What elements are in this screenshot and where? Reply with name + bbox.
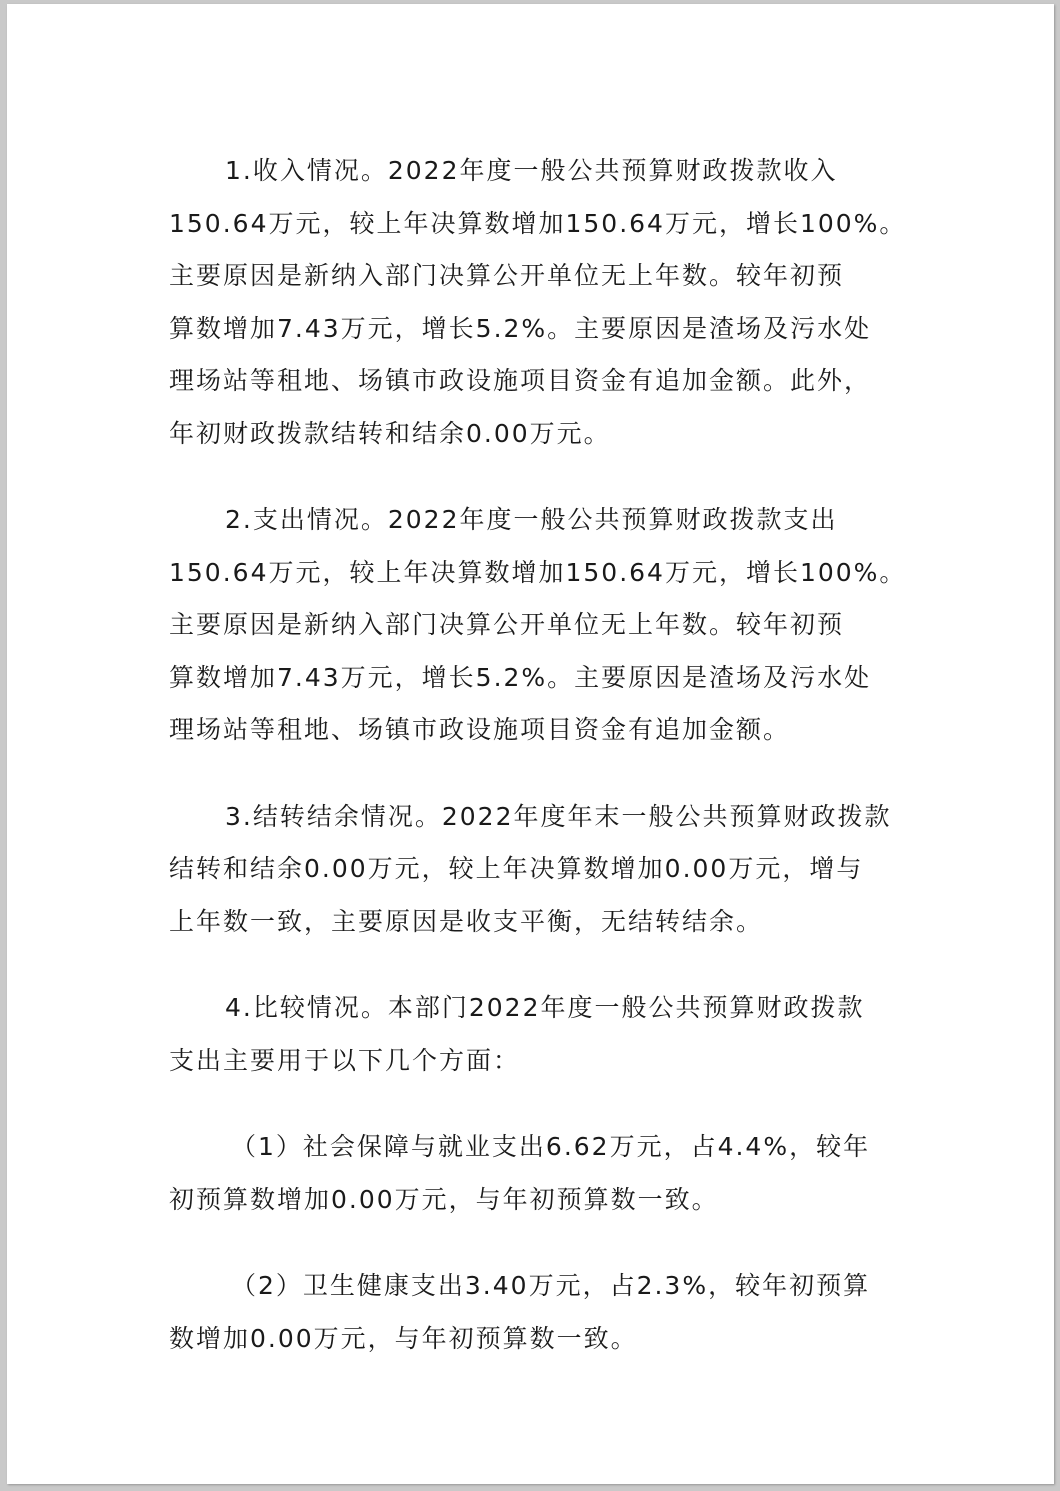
text-line: 结转和结余0.00万元，较上年决算数增加0.00万元，增与 [169, 854, 864, 883]
text-line: 初预算数增加0.00万元，与年初预算数一致。 [169, 1184, 719, 1214]
text-line: 理场站等租地、场镇市政设施项目资金有追加金额。 [169, 715, 791, 744]
paragraph-carryover [169, 791, 894, 949]
text-line: 主要原因是新纳入部门决算公开单位无上年数。较年初预 [169, 261, 845, 290]
document-page [7, 4, 1054, 1484]
text-line: 支出主要用于以下几个方面： [169, 1045, 521, 1075]
paragraph-item-1 [169, 1121, 894, 1226]
text-line: 算数增加7.43万元，增长5.2%。主要原因是渣场及污水处 [169, 662, 872, 692]
text-line: 3.结转结余情况。2022年度年末一般公共预算财政拨款 [225, 801, 892, 831]
paragraph-comparison [169, 982, 894, 1087]
text-line: 理场站等租地、场镇市政设施项目资金有追加金额。此外， [169, 366, 872, 395]
text-line: 年初财政拨款结转和结余0.00万元。 [169, 418, 611, 448]
text-line: 上年数一致，主要原因是收支平衡，无结转结余。 [169, 906, 764, 936]
text-line: 数增加0.00万元，与年初预算数一致。 [169, 1323, 638, 1353]
text-line: （1）社会保障与就业支出6.62万元，占4.4%，较年 [231, 1132, 871, 1161]
text-line: （2）卫生健康支出3.40万元，占2.3%，较年初预算 [231, 1271, 871, 1300]
text-line: 4.比较情况。本部门2022年度一般公共预算财政拨款 [225, 993, 865, 1022]
text-line: 150.64万元，较上年决算数增加150.64万元，增长100%。 [169, 208, 907, 238]
paragraph-income [169, 145, 907, 460]
text-line: 2.支出情况。2022年度一般公共预算财政拨款支出 [225, 505, 838, 534]
text-line: 算数增加7.43万元，增长5.2%。主要原因是渣场及污水处 [169, 313, 872, 343]
text-line: 1.收入情况。2022年度一般公共预算财政拨款收入 [225, 156, 838, 185]
text-line: 主要原因是新纳入部门决算公开单位无上年数。较年初预 [169, 610, 845, 639]
document-body [169, 145, 907, 1365]
text-line: 150.64万元，较上年决算数增加150.64万元，增长100%。 [169, 557, 907, 587]
paragraph-expenditure [169, 494, 907, 757]
paragraph-item-2 [169, 1260, 894, 1365]
